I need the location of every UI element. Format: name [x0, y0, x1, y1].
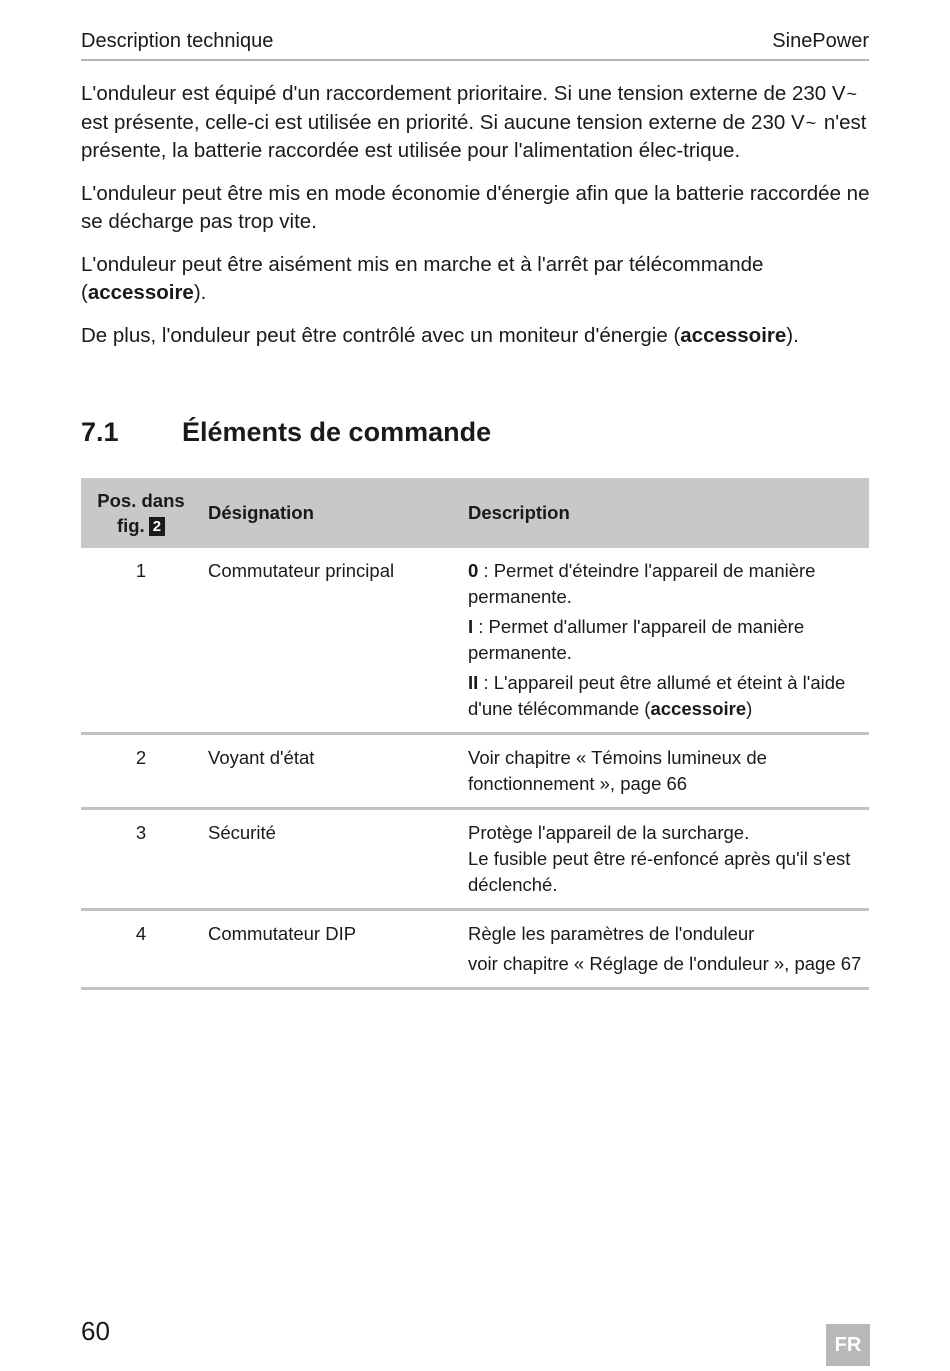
section-heading [81, 417, 491, 448]
cell-designation: Sécurité [208, 822, 276, 843]
header-pos: Pos. dans fig. 2 [97, 490, 185, 536]
figure-number-badge: 2 [149, 517, 165, 536]
table-row [81, 548, 869, 734]
section-title: Éléments de commande [182, 417, 492, 447]
cell-pos: 2 [135, 747, 147, 768]
paragraph-priority-connection: L'onduleur est équipé d'un raccordement prioritaire. Si une tension externe de 230 V~ est présente, celle-ci est utilisée en priorité. Si aucune tension externe de 230 V~ n'est présente, la batterie raccordée est utilisée pour l'alimentation élec-trique. [81, 82, 867, 162]
table-header-row [81, 478, 869, 548]
body-text [81, 80, 871, 364]
language-badge: FR [826, 1324, 870, 1366]
cell-description: Règle les paramètres de l'onduleur voir chapitre « Réglage de l'onduleur », page 67 [468, 923, 862, 974]
cell-description: 0 : Permet d'éteindre l'appareil de manière permanente. I : Permet d'allumer l'appareil de manière permanente. II : L'appareil peut être allumé et éteint à l'aide d'une télécommande (accessoire) [468, 560, 846, 719]
page-header [81, 30, 869, 61]
table-row [81, 809, 869, 910]
cell-designation: Voyant d'état [208, 747, 315, 768]
table-row [81, 910, 869, 989]
paragraph-energy-saving: L'onduleur peut être mis en mode économie d'énergie afin que la batterie raccordée ne se décharge pas trop vite. [81, 181, 870, 233]
header-designation: Désignation [208, 502, 314, 523]
section-number: 7.1 [81, 417, 119, 447]
table-row [81, 734, 869, 809]
ac-symbol-icon: ~ [846, 84, 858, 104]
cell-pos: 4 [135, 923, 147, 944]
ac-symbol-icon: ~ [805, 112, 817, 133]
controls-table [81, 478, 869, 990]
cell-designation: Commutateur DIP [208, 923, 357, 944]
paragraph-energy-monitor: De plus, l'onduleur peut être contrôlé avec un moniteur d'énergie (accessoire). [81, 323, 799, 347]
page-number: 60 [81, 1316, 110, 1346]
cell-description: Voir chapitre « Témoins lumineux de fonctionnement », page 66 [468, 747, 767, 794]
paragraph-remote-control: L'onduleur peut être aisément mis en marche et à l'arrêt par télécommande (accessoire). [81, 252, 764, 304]
cell-description: Protège l'appareil de la surcharge. Le fusible peut être ré-enfoncé après qu'il s'est déclenché. [468, 822, 851, 895]
header-section-title: Description technique [81, 30, 274, 52]
cell-pos: 3 [135, 822, 147, 843]
cell-pos: 1 [135, 560, 147, 581]
header-description: Description [468, 502, 570, 523]
cell-designation: Commutateur principal [208, 560, 395, 581]
header-product-name: SinePower [772, 30, 869, 52]
